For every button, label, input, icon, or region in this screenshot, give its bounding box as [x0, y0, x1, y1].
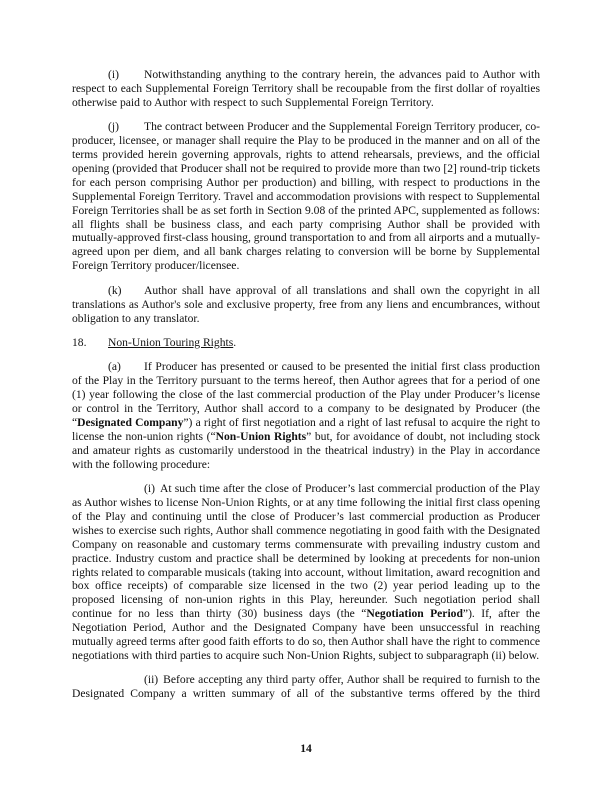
paragraph-text: Notwithstanding anything to the contrary herein, the advances paid to Author with respect to each Supplemental Foreign Territory shall be recoupable from the first dollar of royalties otherwise paid to Author with respect to such Supplemental Foreign Territory.: [72, 68, 540, 109]
paragraph-18a-i: [72, 482, 540, 663]
paragraph-label: (ii): [144, 673, 159, 687]
paragraph-label: (k): [108, 283, 122, 297]
paragraph-k: [72, 284, 540, 326]
paragraph-text: ” but, for avoidance of doubt, not including stock and amateur rights as customarily understood in the theatrical industry) in the Play in accordance with the following procedure:: [72, 429, 540, 471]
defined-term: Non-Union Rights: [215, 429, 307, 443]
defined-term: Designated Company: [77, 415, 184, 429]
paragraph-text: Before accepting any third party offer, Author shall be required to furnish to the Designated Company a written summary of all of the substantive terms offered by the third: [72, 673, 540, 701]
paragraph-text: The contract between Producer and the Supplemental Foreign Territory producer, co-producer, licensee, or manager shall require the Play to be produced in the manner and on all of the terms provided herein governing approvals, rights to attend rehearsals, previews, and the official opening (provided that Producer shall not be required to provide more than two [2] round-trip tickets for each person comprising Author per production) and billing, with respect to productions in the Supplemental Foreign Territory. Travel and accommodation provisions with respect to Supplemental Foreign Territories shall be as set forth in Section 9.08 of the printed APC, supplemented as follows: all flights shall be business class, and each party comprising Author shall be provided with mutually-approved first-class housing, ground transportation to and from all airports and a mutually-agreed upon per diem, and all bank charges relating to conversion will be borne by Supplemental Foreign Territory producer/licensee.: [72, 120, 540, 273]
paragraph-text: Author shall have approval of all translations and shall own the copyright in all translations as Author's sole and exclusive property, free from any liens and encumbrances, without obligation to any translator.: [72, 283, 540, 325]
page-number: 14: [300, 742, 312, 755]
paragraph-label: (a): [108, 360, 121, 374]
section-number: 18.: [72, 335, 87, 349]
paragraph-j: [72, 120, 540, 273]
paragraph-18a-ii: [72, 673, 540, 701]
paragraph-18a: [72, 360, 540, 471]
section-title: Non-Union Touring Rights: [108, 335, 234, 349]
paragraph-i: [72, 68, 540, 110]
paragraph-label: (i): [108, 68, 119, 81]
document-page: [72, 68, 540, 712]
defined-term: Negotiation Period: [366, 607, 463, 621]
section-heading-18: [72, 336, 540, 350]
paragraph-text: ”). If, after the Negotiation Period, Author and the Designated Company have been unsuccessful in reaching mutually agreed terms after good faith efforts to do so, then Author shall have the right to commence negotiations with third parties to acquire such Non-Union Rights, subject to subparagraph (ii) below.: [72, 607, 540, 662]
section-title-period: .: [233, 335, 237, 349]
paragraph-label: (j): [108, 120, 119, 134]
paragraph-label: (i): [144, 482, 155, 496]
paragraph-text: At such time after the close of Producer’s last commercial production of the Play as Author wishes to license Non-Union Rights, or at any time following the initial first class opening of the Play and continuing until the close of Producer’s last commercial production as Producer wishes to exercise such rights, Author shall commence negotiating in good faith with the Designated Company on reasonable and customary terms commensurate with prevailing industry custom and practice. Industry custom and practice shall be determined by looking at precedents for non-union rights related to comparable musicals (taking into account, without limitation, award recognition and box office receipts) of comparable size licensed in the two (2) year period leading up to the proposed licensing of non-union rights in this Play, hereunder. Such negotiation period shall continue for no less than thirty (30) business days (the “: [72, 482, 540, 621]
paragraph-text: ”) a right of first negotiation and a right of last refusal to acquire the right to license the non-union rights (“: [72, 415, 540, 443]
paragraph-text: If Producer has presented or caused to be presented the initial first class production of the Play in the Territory pursuant to the terms hereof, then Author agrees that for a period of one (1) year following the close of the last commercial production of the Play under Producer’s license or control in the Territory, Author shall accord to a company to be designated by Producer (the “: [72, 360, 540, 429]
